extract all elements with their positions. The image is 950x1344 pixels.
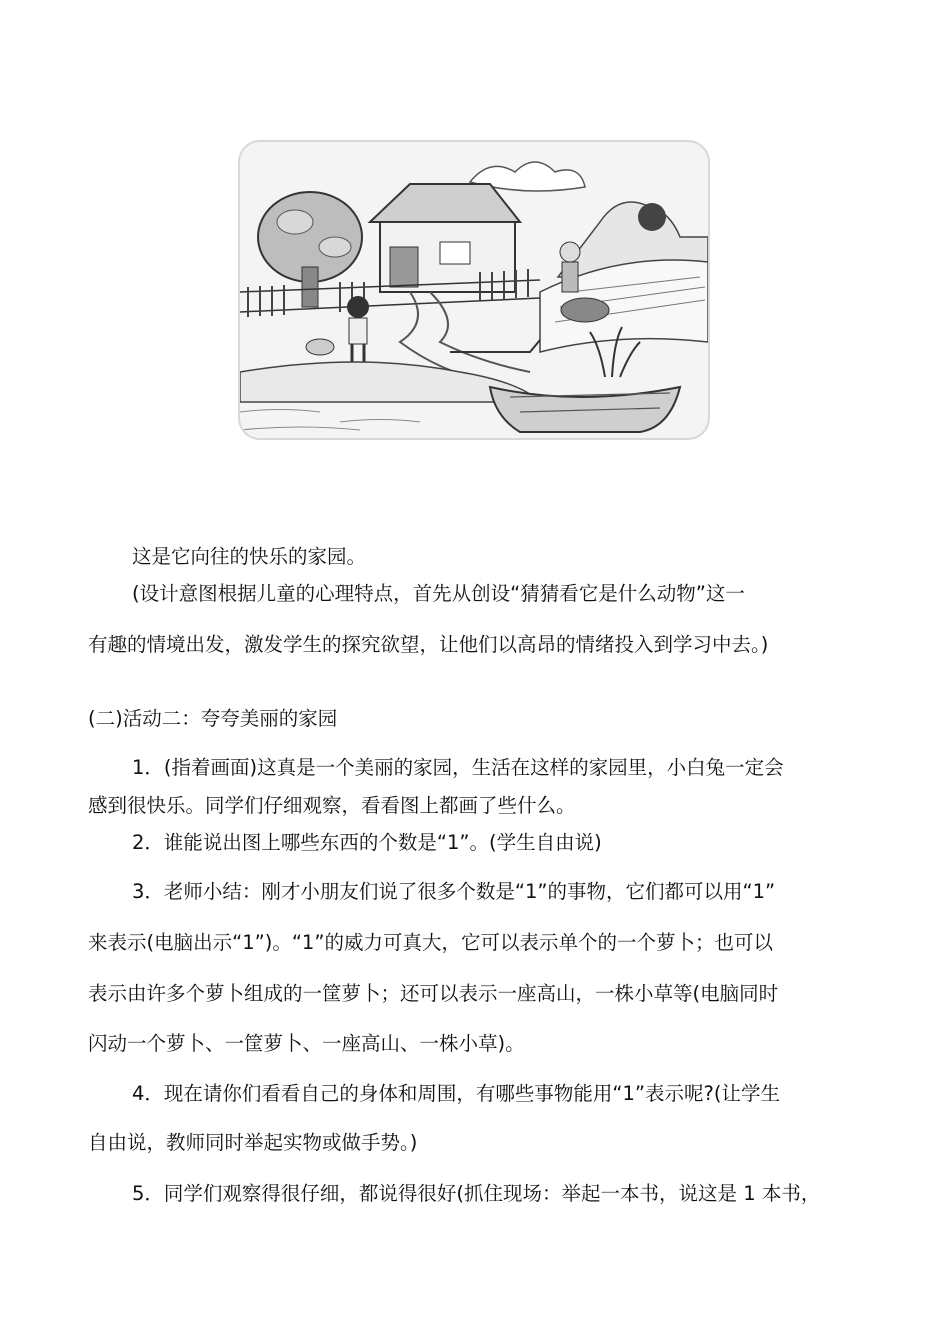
sun-shape — [638, 203, 666, 231]
paragraph-line: 表示由许多个萝卜组成的一筐萝卜；还可以表示一座高山，一株小草等(电脑同时 — [88, 982, 779, 1005]
paragraph-line: 来表示(电脑出示“1”)。“1”的威力可真大，它可以表示单个的一个萝卜；也可以 — [88, 931, 773, 954]
paragraph-line: 感到很快乐。同学们仔细观察，看看图上都画了些什么。 — [88, 794, 576, 817]
section-heading: (二)活动二：夸夸美丽的家园 — [88, 707, 338, 730]
paragraph-line: 闪动一个萝卜、一筐萝卜、一座高山、一株小草)。 — [88, 1032, 525, 1055]
water-shape — [240, 410, 420, 431]
farm-scene-drawing — [240, 142, 708, 438]
farmer-head-shape — [560, 242, 580, 262]
tree-trunk-shape — [302, 267, 318, 307]
paragraph-line: 有趣的情境出发，激发学生的探究欲望，让他们以高昂的情绪投入到学习中去。) — [88, 633, 769, 656]
farmer-body-shape — [562, 262, 578, 292]
paragraph-line: 1．(指着画面)这真是一个美丽的家园，生活在这样的家园里，小白兔一定会 — [132, 756, 784, 779]
basket-shape — [561, 298, 609, 322]
paragraph-line: 4．现在请你们看看自己的身体和周围，有哪些事物能用“1”表示呢?(让学生 — [132, 1082, 780, 1105]
pier-shape — [450, 340, 540, 352]
boy-body-shape — [349, 318, 367, 344]
house-door-shape — [390, 247, 418, 287]
paragraph-line: 这是它向往的快乐的家园。 — [132, 545, 367, 568]
dog-shape — [306, 339, 334, 355]
house-roof-shape — [370, 184, 520, 222]
paragraph-line: 2．谁能说出图上哪些东西的个数是“1”。(学生自由说) — [132, 831, 602, 854]
house-window-shape — [440, 242, 470, 264]
paragraph-line: 3．老师小结：刚才小朋友们说了很多个数是“1”的事物，它们都可以用“1” — [132, 880, 776, 903]
paragraph-line: 自由说，教师同时举起实物或做手势。) — [88, 1131, 418, 1154]
paragraph-line: 5．同学们观察得很仔细，都说得很好(抓住现场：举起一本书，说这是 1 本书， — [132, 1182, 821, 1205]
boy-head-shape — [347, 296, 369, 318]
paragraph-line: (设计意图根据儿童的心理特点，首先从创设“猜猜看它是什么动物”这一 — [132, 582, 745, 605]
farm-scene-illustration — [238, 140, 710, 440]
